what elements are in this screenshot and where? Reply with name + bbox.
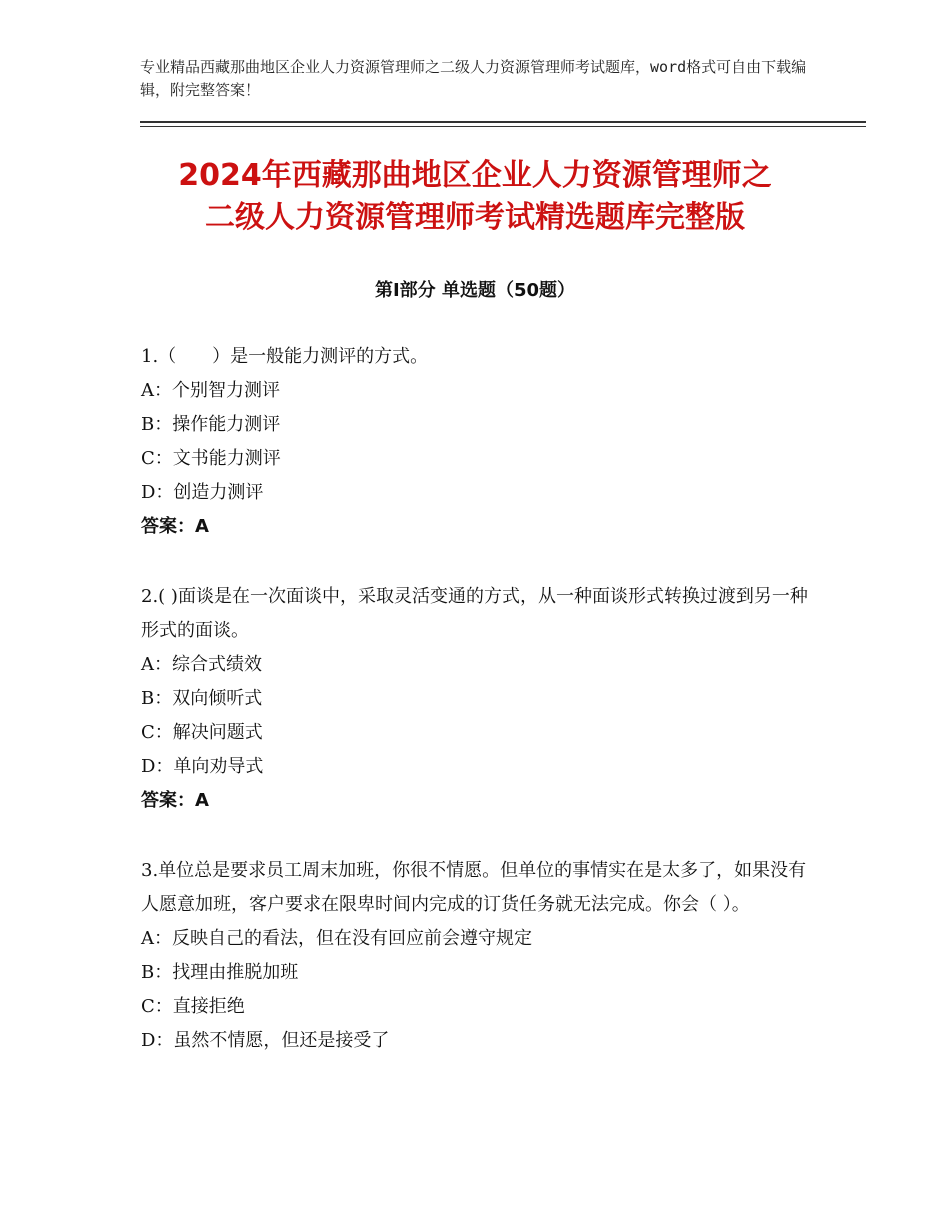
header-divider-thick: [140, 121, 866, 123]
option-a: A：个别智力测评: [141, 380, 280, 401]
question-1: [141, 340, 821, 544]
title-line-1: 2024年西藏那曲地区企业人力资源管理师之: [178, 158, 772, 193]
header-note: 专业精品西藏那曲地区企业人力资源管理师之二级人力资源管理师考试题库，word格式可自由下载编辑，附完整答案！: [140, 58, 807, 99]
document-title: [100, 155, 850, 239]
header-divider-thin: [140, 126, 866, 127]
option-a: A：反映自己的看法，但在没有回应前会遵守规定: [141, 928, 532, 949]
option-a: A：综合式绩效: [141, 654, 262, 675]
answer-label: 答案：A: [141, 790, 209, 811]
option-d: D：创造力测评: [141, 482, 264, 503]
section-heading: 第Ⅰ部分 单选题（50题）: [374, 280, 575, 301]
question-stem: 1.（ ）是一般能力测评的方式。: [141, 346, 429, 367]
option-d: D：单向劝导式: [141, 756, 264, 777]
option-c: C：解决问题式: [141, 722, 263, 743]
option-d: D：虽然不情愿，但还是接受了: [141, 1030, 390, 1051]
option-c: C：文书能力测评: [141, 448, 281, 469]
question-stem: 3.单位总是要求员工周末加班，你很不情愿。但单位的事情实在是太多了，如果没有人愿意加班，客户要求在限卑时间内完成的订货任务就无法完成。你会（ ）。: [141, 860, 807, 915]
question-2: [141, 580, 821, 818]
question-stem: 2.( )面谈是在一次面谈中，采取灵活变通的方式，从一种面谈形式转换过渡到另一种形式的面谈。: [141, 586, 808, 641]
option-b: B：双向倾听式: [141, 688, 263, 709]
option-c: C：直接拒绝: [141, 996, 245, 1017]
title-line-2: 二级人力资源管理师考试精选题库完整版: [205, 200, 745, 235]
question-3: [141, 854, 821, 1058]
option-b: B：操作能力测评: [141, 414, 281, 435]
option-b: B：找理由推脱加班: [141, 962, 299, 983]
answer-label: 答案：A: [141, 516, 209, 537]
